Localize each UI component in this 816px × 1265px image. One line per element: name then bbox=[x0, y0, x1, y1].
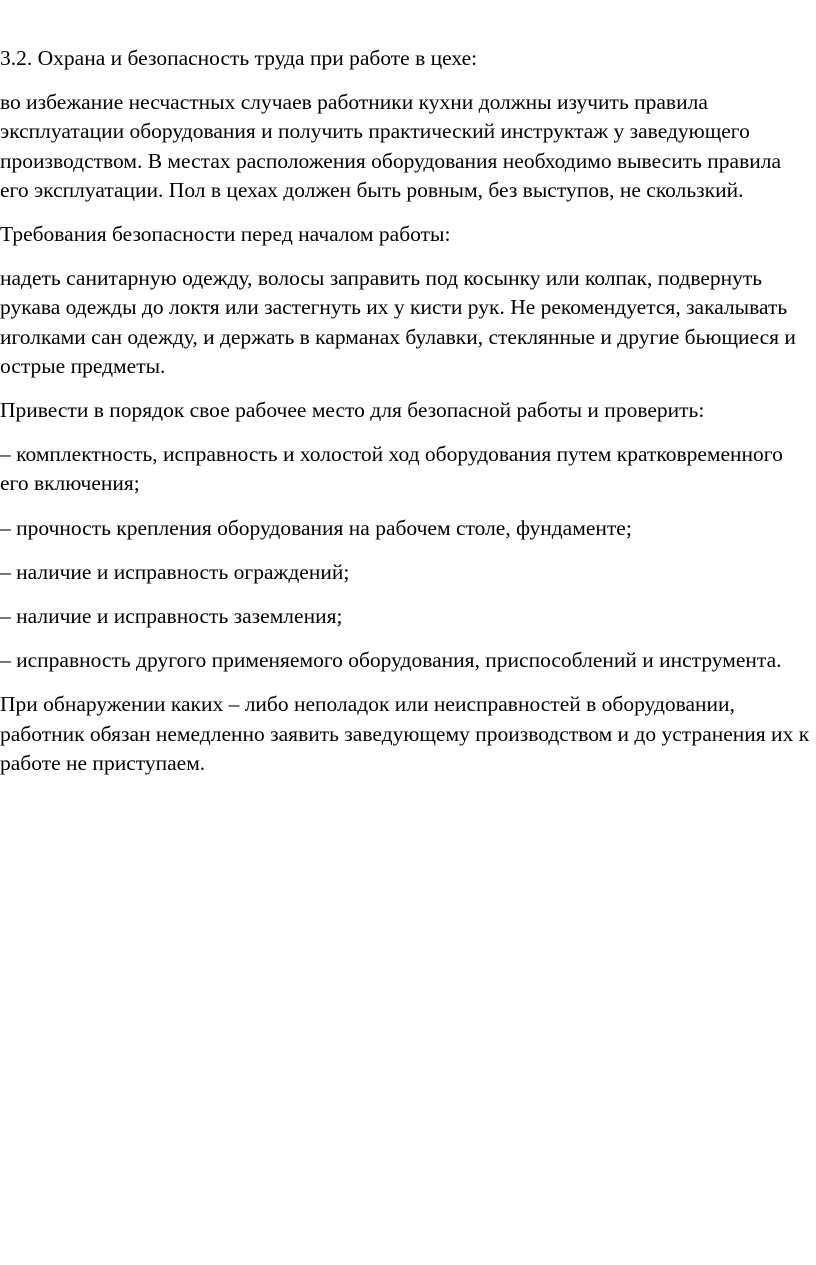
list-item-mounting: – прочность крепления оборудования на рабочем столе, фундаменте; bbox=[0, 515, 632, 540]
paragraph-workplace-check: Привести в порядок свое рабочее место для безопасной работы и проверить: bbox=[0, 398, 705, 423]
list-item-completeness: – комплектность, исправность и холостой ход оборудования путем кратковременного его включения; bbox=[0, 442, 783, 496]
list-item-grounding: – наличие и исправность заземления; bbox=[0, 604, 343, 629]
list-item-other-equipment: – исправность другого применяемого оборудования, приспособлений и инструмента. bbox=[0, 648, 782, 673]
subsection-heading: Требования безопасности перед началом работы: bbox=[0, 222, 451, 247]
document-body bbox=[0, 44, 812, 793]
list-item-guards: – наличие и исправность ограждений; bbox=[0, 559, 350, 584]
paragraph-malfunction: При обнаружении каких – либо неполадок или неисправностей в оборудовании, работник обязан немедленно заявить заведующему производством и до устранения их к работе не приступаем. bbox=[0, 692, 810, 775]
paragraph-sanitary-clothing: надеть санитарную одежду, волосы заправить под косынку или колпак, подвернуть рукава одежды до локтя или застегнуть их у кисти рук. Не рекомендуется, закалывать иголками сан одежду, и держать в карманах булавки, стеклянные и другие бьющиеся и острые предметы. bbox=[0, 266, 796, 378]
section-heading: 3.2. Охрана и безопасность труда при работе в цехе: bbox=[0, 46, 478, 70]
paragraph-accident-prevention: во избежание несчастных случаев работники кухни должны изучить правила эксплуатации оборудования и получить практический инструктаж у заведующего производством. В местах расположения оборудования необходимо вывесить правила его эксплуатации. Пол в цехах должен быть ровным, без выступов, не скользкий. bbox=[0, 90, 782, 202]
